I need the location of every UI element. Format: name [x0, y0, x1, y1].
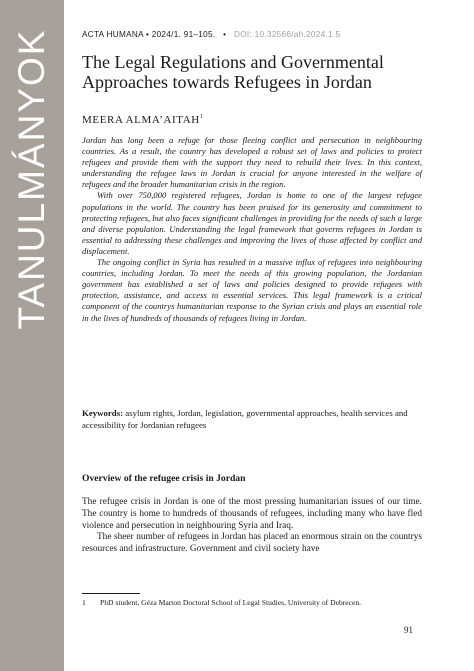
keywords-text: asylum rights, Jordan, legislation, governmental approaches, health services and accessibility for Jordanian refugees	[82, 408, 408, 430]
author-line	[82, 114, 203, 126]
doi-link[interactable]: DOI: 10.32566/ah.2024.1.5	[234, 30, 341, 39]
journal-name: ACTA HUMANA	[82, 30, 144, 39]
body-text	[82, 497, 422, 556]
abstract-paragraph: With over 750,000 registered refugees, Jordan is home to one of the largest refugee populations in the world. The country has been praised for its generosity and commitment to protecting refugees, but also faces significant challenges in providing for the needs of such a large and diverse population. Understanding the legal framework that governs refugees in Jordan is essential to addressing these challenges and improving the lives of those affected by conflict and displacement.	[82, 190, 422, 256]
footnote	[82, 598, 422, 607]
separator-bullet: •	[223, 30, 227, 39]
section-label: TANULMÁNYOK	[11, 28, 52, 330]
running-head	[82, 30, 340, 39]
abstract	[82, 135, 422, 324]
keywords	[82, 408, 422, 431]
footnote-number: 1	[82, 598, 86, 607]
issue-pages: 2024/1. 91–105.	[151, 30, 216, 39]
keywords-label: Keywords:	[82, 408, 124, 418]
abstract-paragraph: The ongoing conflict in Syria has resulted in a massive influx of refugees into neighbouring countries, including Jordan. To meet the needs of this growing population, the Jordanian government has established a set of laws and policies designed to provide refugees with protection, assistance, and access to essential services. This legal framework is a critical component of the countrys humanitarian response to the Syrian crisis and plays an essential role in the lives of hundreds of thousands of refugees living in Jordan.	[82, 257, 422, 323]
footnote-mark[interactable]: 1	[199, 114, 203, 120]
footnote-text: PhD student, Géza Marton Doctoral School of Legal Studies, University of Debrecen.	[100, 598, 362, 607]
article-title: The Legal Regulations and Governmental Approaches towards Refugees in Jordan	[82, 52, 384, 92]
author-name: MEERA ALMA’AITAH	[82, 114, 200, 126]
body-paragraph: The sheer number of refugees in Jordan has placed an enormous strain on the countrys resources and infrastructure. Government and civil society have	[82, 532, 422, 555]
footnote-divider	[82, 593, 140, 594]
separator-bullet: •	[145, 30, 150, 39]
body-paragraph: The refugee crisis in Jordan is one of the most pressing humanitarian issues of our time. The country is home to hundreds of thousands of refugees, including many who have fled violence and persecution in neighbouring Syria and Iraq.	[82, 497, 422, 531]
section-heading: Overview of the refugee crisis in Jordan	[82, 473, 246, 484]
page-number: 91	[404, 625, 413, 635]
abstract-paragraph: Jordan has long been a refuge for those fleeing conflict and persecution in neighbouring countries. As a result, the country has developed a robust set of laws and policies to protect refugees and provide them with the support they need to rebuild their lives. In this context, understanding the refugee laws in Jordan is crucial for anyone interested in the welfare of refugees and the broader humanitarian crisis in the region.	[82, 135, 422, 190]
